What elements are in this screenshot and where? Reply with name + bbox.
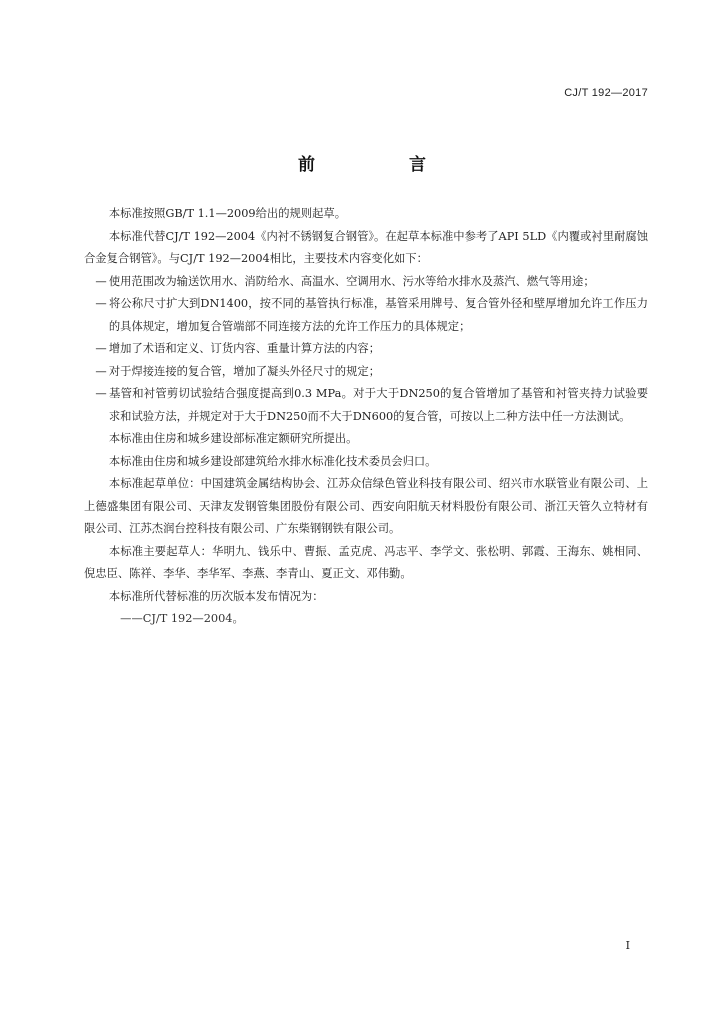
paragraph-drafting-rules: 本标准按照GB/T 1.1—2009给出的规则起草。 [108,207,346,220]
dash-bullet: — [95,342,107,355]
change-item [84,383,648,428]
standard-code: CJ/T 192—2017 [564,87,648,99]
change-item-text: 将公称尺寸扩大到DN1400，按不同的基管执行标准，基管采用牌号、复合管外径和壁厚增加允许工作压力的具体规定，增加复合管端部不同连接方法的允许工作压力的具体规定； [108,297,648,333]
change-item-text: 基管和衬管剪切试验结合强度提高到0.3 MPa。对于大于DN250的复合管增加了基管和衬管夹持力试验要求和试验方法，并规定对于大于DN250而不大于DN600的复合管，可按以上二种方法中任一方法测试。 [108,387,648,423]
foreword-body [84,203,648,631]
dash-bullet: — [95,387,107,400]
change-item-text: 对于焊接连接的复合管，增加了凝头外径尺寸的规定； [108,364,380,378]
page-number: I [625,939,630,952]
paragraph-drafters: 本标准主要起草人：华明九、钱乐中、曹振、孟克虎、冯志平、李学文、张松明、郭霞、王海东、姚相同、倪忠臣、陈祥、李华、李华军、李燕、李青山、夏正文、邓伟勤。 [84,544,648,580]
change-item [84,338,648,361]
paragraph-proposer: 本标准由住房和城乡建设部标准定额研究所提出。 [108,432,358,445]
paragraph-replacement: 本标准代替CJ/T 192—2004《内衬不锈钢复合钢管》。在起草本标准中参考了API 5LD《内覆或衬里耐腐蚀合金复合钢管》。与CJ/T 192—2004相比，主要技术内容变化如下： [84,229,648,265]
dash-bullet: — [95,297,107,310]
paragraph-drafting-units: 本标准起草单位：中国建筑金属结构协会、江苏众信绿色管业科技有限公司、绍兴市水联管业有限公司、上上德盛集团有限公司、天津友发钢管集团股份有限公司、西安向阳航天材料股份有限公司、浙江天管久立特材有限公司、江苏杰润台控科技有限公司、广东柴钢钢铁有限公司。 [84,477,648,535]
dash-bullet: — [95,274,107,288]
change-item-text: 使用范围改为输送饮用水、消防给水、高温水、空调用水、污水等给水排水及蒸汽、燃气等用途； [108,274,595,288]
page-title: 前 言 [298,155,470,175]
replaced-version: ——CJ/T 192—2004。 [120,612,244,625]
change-item [84,361,648,384]
paragraph-committee: 本标准由住房和城乡建设部建筑给水排水标准化技术委员会归口。 [108,454,437,468]
change-item [84,271,648,294]
paragraph-history: 本标准所代替标准的历次版本发布情况为： [108,589,324,603]
dash-bullet: — [95,364,107,378]
change-item [84,293,648,338]
change-item-text: 增加了术语和定义、订货内容、重量计算方法的内容； [108,342,380,355]
